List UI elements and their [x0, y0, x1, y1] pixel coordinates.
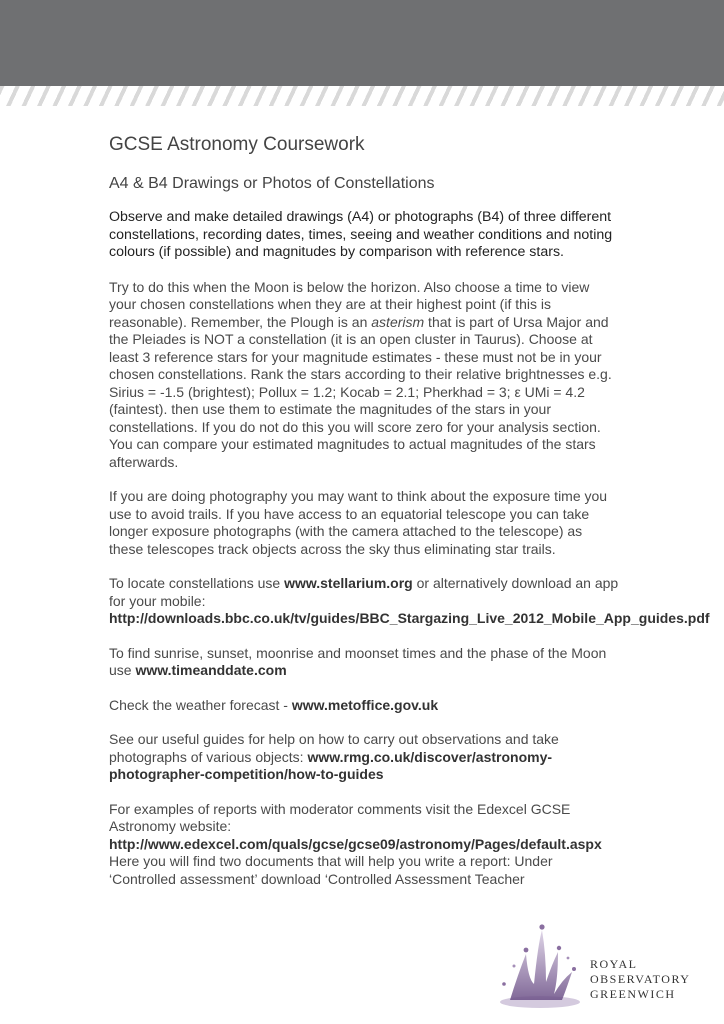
documents-paragraph: Here you will find two documents that will help you write a report: Under ‘Controlled assessment’ download ‘Controlled Assessment Teacher	[109, 853, 553, 887]
royal-observatory-logo	[488, 924, 708, 1014]
logo-wordmark	[590, 957, 690, 1002]
guides-text: See our useful guides for help on how to carry out observations and take photographs of various objects:	[109, 731, 559, 765]
edexcel-text: For examples of reports with moderator comments visit the Edexcel GCSE Astronomy website:	[109, 800, 571, 834]
sunrise-paragraph	[109, 645, 619, 680]
logo-line-royal: ROYAL	[590, 957, 638, 971]
sunrise-text: To find sunrise, sunset, moonrise and moonset times and the phase of the Moon use	[109, 644, 607, 678]
intro-paragraph: Observe and make detailed drawings (A4) or photographs (B4) of three different constellations, recording dates, times, seeing and weather conditions and noting colours (if possible) and magnitudes by comparison with reference stars.	[109, 209, 613, 260]
guides-paragraph	[109, 731, 619, 784]
asterism-emphasis: asterism	[371, 313, 425, 330]
rmg-guides-link[interactable]: www.rmg.co.uk/discover/astronomy-photographer-competition/how-to-guides	[109, 748, 553, 782]
edexcel-paragraph	[109, 801, 619, 854]
photography-paragraph: If you are doing photography you may want to think about the exposure time you use to avoid trails. If you have access to an equatorial telescope you can take longer exposure photographs (with the camera attached to the telescope) as these telescopes track objects across the sky thus eliminating star trails.	[109, 488, 608, 557]
locate-text-2: or alternatively download an app for your mobile:	[109, 575, 619, 609]
document-subtitle: A4 & B4 Drawings or Photos of Constellations	[109, 175, 435, 192]
document-title: GCSE Astronomy Coursework	[109, 134, 365, 155]
crown-splash-icon	[488, 924, 588, 1014]
moon-paragraph-text-2: that is part of Ursa Major and the Pleiades is NOT a constellation (it is an open cluster in Taurus). Choose at least 3 reference stars for your magnitude estimates - these must not be in your chosen constellations. Rank the stars according to their relative brightnesses e.g. Sirius = -1.5 (brightest); Pollux = 1.2; Kocab = 2.1; Pherkhad = 3; ε UMi = 4.2 (faintest). then use them to estimate the magnitudes of the stars in your constellations. If you do not do this you will score zero for your analysis section. You can compare your estimated magnitudes to actual magnitudes of the stars afterwards.	[109, 313, 612, 470]
stellarium-link[interactable]: www.stellarium.org	[284, 575, 413, 591]
bbc-app-link[interactable]: http://downloads.bbc.co.uk/tv/guides/BBC_Stargazing_Live_2012_Mobile_App_guides.pdf	[109, 610, 710, 626]
weather-paragraph	[109, 697, 619, 715]
moon-paragraph-text-1: Try to do this when the Moon is below the horizon. Also choose a time to view your chosen constellations when they are at their highest point (if this is reasonable). Remember, the Plough is an	[109, 278, 590, 330]
document-content	[109, 133, 710, 888]
moon-paragraph	[109, 279, 619, 472]
weather-text: Check the weather forecast -	[109, 696, 292, 713]
header-band	[0, 0, 724, 86]
timeanddate-link[interactable]: www.timeanddate.com	[135, 662, 287, 678]
logo-line-greenwich: GREENWICH	[590, 987, 676, 1001]
logo-line-observatory: OBSERVATORY	[590, 972, 691, 986]
metoffice-link[interactable]: www.metoffice.gov.uk	[291, 696, 439, 713]
edexcel-link[interactable]: http://www.edexcel.com/quals/gcse/gcse09/astronomy/Pages/default.aspx	[109, 835, 602, 852]
locate-text-1: To locate constellations use	[109, 575, 285, 591]
diagonal-stripe-band	[0, 86, 724, 106]
locate-paragraph	[109, 575, 710, 628]
